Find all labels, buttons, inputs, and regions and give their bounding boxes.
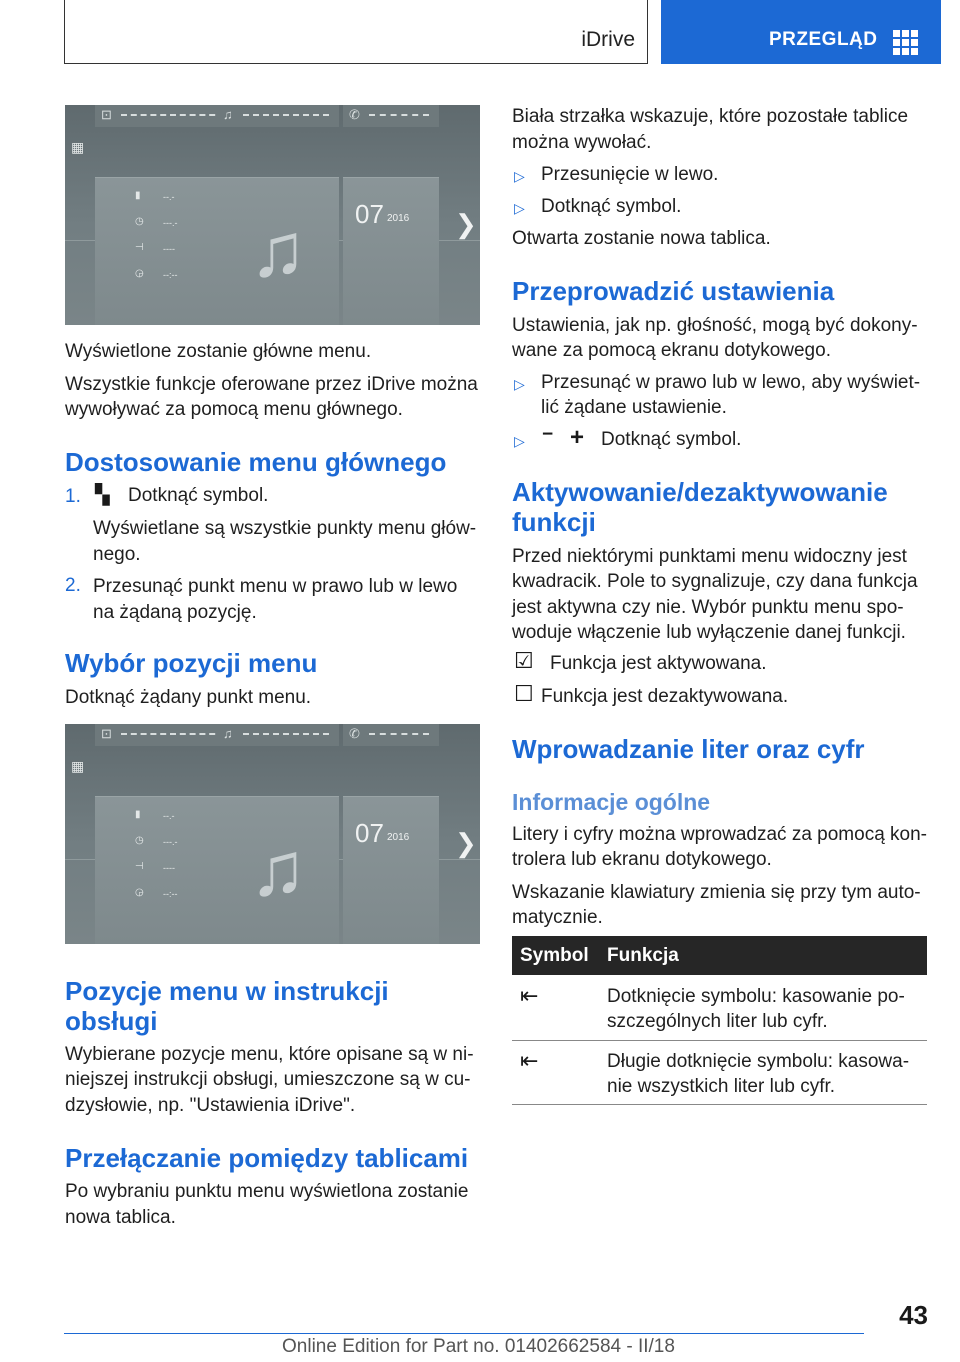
symbol-table-header bbox=[512, 936, 927, 975]
table-row-1-text-2: szczególnych liter lub cyfr. bbox=[607, 1011, 828, 1032]
para-general-2: trolera lub ekranu dotykowego. bbox=[512, 849, 772, 870]
bullet-swipe-left: Przesunięcie w lewo. bbox=[541, 164, 719, 185]
heading-activate-2: funkcji bbox=[512, 507, 596, 537]
menu-customize-icon: ▦ bbox=[71, 758, 85, 774]
para-activate-1: Przed niektórymi punktami menu widoczny jest bbox=[512, 546, 907, 567]
para-settings-1: Ustawienia, jak np. głośność, mogą być dokony- bbox=[512, 315, 918, 336]
step-2-text-2: na żądaną pozycję. bbox=[93, 602, 257, 623]
para-positions-3: dzysłowie, np. "Ustawienia iDrive". bbox=[65, 1095, 356, 1116]
para-main-menu: Wyświetlone zostanie główne menu. bbox=[65, 341, 372, 362]
timer-icon: ◶ bbox=[135, 887, 144, 898]
bullet-triangle-icon: ▷ bbox=[514, 200, 525, 216]
music-note-icon: ♫ bbox=[249, 827, 307, 912]
step-2-number: 2. bbox=[65, 575, 81, 596]
plus-icon: + bbox=[570, 424, 585, 451]
para-activate-2: kwadracik. Pole to sygnalizuje, czy dana funkcja bbox=[512, 571, 918, 592]
menu-customize-icon: ▦ bbox=[71, 139, 85, 155]
heading-input: Wprowadzanie liter oraz cyfr bbox=[512, 734, 865, 764]
header-chapter-title: PRZEGLĄD bbox=[769, 29, 878, 50]
music-note-icon: ♫ bbox=[249, 208, 307, 293]
para-keyboard-2: matycznie. bbox=[512, 907, 603, 928]
header-section-title: iDrive bbox=[581, 28, 635, 51]
backspace-icon: ⇤ bbox=[520, 983, 539, 1008]
table-row-1-text-1: Dotknięcie symbolu: kasowanie po- bbox=[607, 986, 905, 1007]
table-row-divider bbox=[512, 1040, 927, 1041]
idrive-main-menu-screenshot-2 bbox=[65, 724, 480, 944]
para-functions-1: Wszystkie funkcje oferowane przez iDrive można bbox=[65, 374, 478, 395]
header-chapter-tab[interactable] bbox=[661, 0, 941, 64]
col-function: Funkcja bbox=[607, 945, 679, 966]
music-icon: ♫ bbox=[223, 726, 233, 741]
para-switch-2: nowa tablica. bbox=[65, 1207, 176, 1228]
calendar-year: 2016 bbox=[387, 832, 410, 843]
heading-select-item: Wybór pozycji menu bbox=[65, 648, 318, 678]
phone-icon: ✆ bbox=[349, 726, 360, 741]
para-positions-2: niejszej instrukcji obsługi, umieszczone są w cu- bbox=[65, 1069, 471, 1090]
tab-vehicle bbox=[95, 724, 235, 746]
minus-icon: − bbox=[542, 424, 554, 445]
tab-phone bbox=[343, 724, 439, 746]
para-functions-2: wywoływać za pomocą menu głównego. bbox=[65, 399, 403, 420]
music-icon: ♫ bbox=[223, 107, 233, 122]
header-section-box bbox=[64, 0, 648, 64]
clock-icon: ◷ bbox=[135, 216, 144, 227]
heading-customize-menu: Dostosowanie menu głównego bbox=[65, 447, 447, 477]
checkbox-empty-icon: ☐ bbox=[514, 681, 534, 706]
footer-edition: Online Edition for Part no. 01402662584 - II/18 bbox=[282, 1336, 675, 1357]
para-arrow-2: można wywołać. bbox=[512, 132, 652, 153]
range-icon: ⊣ bbox=[135, 242, 144, 253]
calendar-year: 2016 bbox=[387, 213, 410, 224]
para-arrow-1: Biała strzałka wskazuje, które pozostałe tablice bbox=[512, 106, 909, 127]
heading-activate-1: Aktywowanie/dezaktywowanie bbox=[512, 477, 888, 507]
step-1-result-2: nego. bbox=[93, 544, 141, 565]
bullet-triangle-icon: ▷ bbox=[514, 433, 525, 449]
tab-vehicle bbox=[95, 105, 235, 127]
page-number: 43 bbox=[899, 1300, 928, 1330]
tab-phone bbox=[343, 105, 439, 127]
step-1-result-1: Wyświetlane są wszystkie punkty menu głów- bbox=[93, 518, 477, 539]
heading-settings: Przeprowadzić ustawienia bbox=[512, 276, 835, 306]
para-general-1: Litery i cyfry można wprowadzać za pomocą kon- bbox=[512, 824, 927, 845]
para-select-item: Dotknąć żądany punkt menu. bbox=[65, 687, 312, 708]
step-1-number: 1. bbox=[65, 486, 81, 507]
backspace-icon: ⇤ bbox=[520, 1048, 539, 1073]
fuel-icon: ▮ bbox=[135, 809, 141, 820]
calendar-day: 07 bbox=[355, 818, 384, 848]
table-bottom-line bbox=[512, 1104, 927, 1105]
car-icon: ⊡ bbox=[101, 107, 112, 122]
clock-icon: ◷ bbox=[135, 835, 144, 846]
idrive-main-menu-screenshot bbox=[65, 105, 480, 325]
para-activate-3: jest aktywna czy nie. Wybór punktu menu spo- bbox=[512, 597, 904, 618]
grid-menu-icon bbox=[893, 30, 919, 56]
para-new-board: Otwarta zostanie nowa tablica. bbox=[512, 228, 771, 249]
range-icon: ⊣ bbox=[135, 861, 144, 872]
heading-general-info: Informacje ogólne bbox=[512, 789, 711, 815]
para-activate-4: woduje włączenie lub wyłączenie danej funkcji. bbox=[512, 622, 906, 643]
chevron-right-icon: ❯ bbox=[455, 828, 477, 858]
para-settings-2: wane za pomocą ekranu dotykowego. bbox=[512, 340, 831, 361]
calendar-day: 07 bbox=[355, 199, 384, 229]
bullet-touch-plus-minus: Dotknąć symbol. bbox=[601, 429, 742, 450]
tab-media bbox=[217, 724, 339, 746]
bullet-swipe-2: lić żądane ustawienie. bbox=[541, 397, 727, 418]
tile-vehicle-info: ▮ --.- ◷ ---.- ⊣ ---- ◶ --:-- bbox=[95, 177, 235, 325]
para-switch-1: Po wybraniu punktu menu wyświetlona zostanie bbox=[65, 1181, 469, 1202]
customize-menu-icon: ▚ bbox=[95, 485, 110, 506]
heading-switch-boards: Przełączanie pomiędzy tablicami bbox=[65, 1143, 469, 1173]
status-active: Funkcja jest aktywowana. bbox=[550, 653, 767, 674]
bullet-triangle-icon: ▷ bbox=[514, 376, 525, 392]
table-row-2-text-2: nie wszystkich liter lub cyfr. bbox=[607, 1076, 836, 1097]
table-row-2-text-1: Długie dotknięcie symbolu: kasowa- bbox=[607, 1051, 910, 1072]
col-symbol: Symbol bbox=[520, 945, 589, 966]
para-keyboard-1: Wskazanie klawiatury zmienia się przy tym auto- bbox=[512, 882, 921, 903]
bullet-triangle-icon: ▷ bbox=[514, 168, 525, 184]
step-2-text-1: Przesunąć punkt menu w prawo lub w lewo bbox=[93, 576, 458, 597]
heading-positions-2: obsługi bbox=[65, 1006, 158, 1036]
bullet-swipe-1: Przesunąć w prawo lub w lewo, aby wyświet- bbox=[541, 372, 921, 393]
tile-vehicle-info: ▮ --.- ◷ ---.- ⊣ ---- ◶ --:-- bbox=[95, 796, 235, 944]
bullet-touch-symbol: Dotknąć symbol. bbox=[541, 196, 682, 217]
checkbox-checked-icon: ☑ bbox=[514, 648, 534, 673]
para-positions-1: Wybierane pozycje menu, które opisane są w ni- bbox=[65, 1044, 474, 1065]
step-1-text: Dotknąć symbol. bbox=[128, 485, 269, 506]
status-inactive: Funkcja jest dezaktywowana. bbox=[541, 686, 789, 707]
tab-media bbox=[217, 105, 339, 127]
phone-icon: ✆ bbox=[349, 107, 360, 122]
heading-positions-1: Pozycje menu w instrukcji bbox=[65, 976, 389, 1006]
timer-icon: ◶ bbox=[135, 268, 144, 279]
footer-line bbox=[64, 1333, 864, 1334]
fuel-icon: ▮ bbox=[135, 190, 141, 201]
chevron-right-icon: ❯ bbox=[455, 209, 477, 239]
car-icon: ⊡ bbox=[101, 726, 112, 741]
